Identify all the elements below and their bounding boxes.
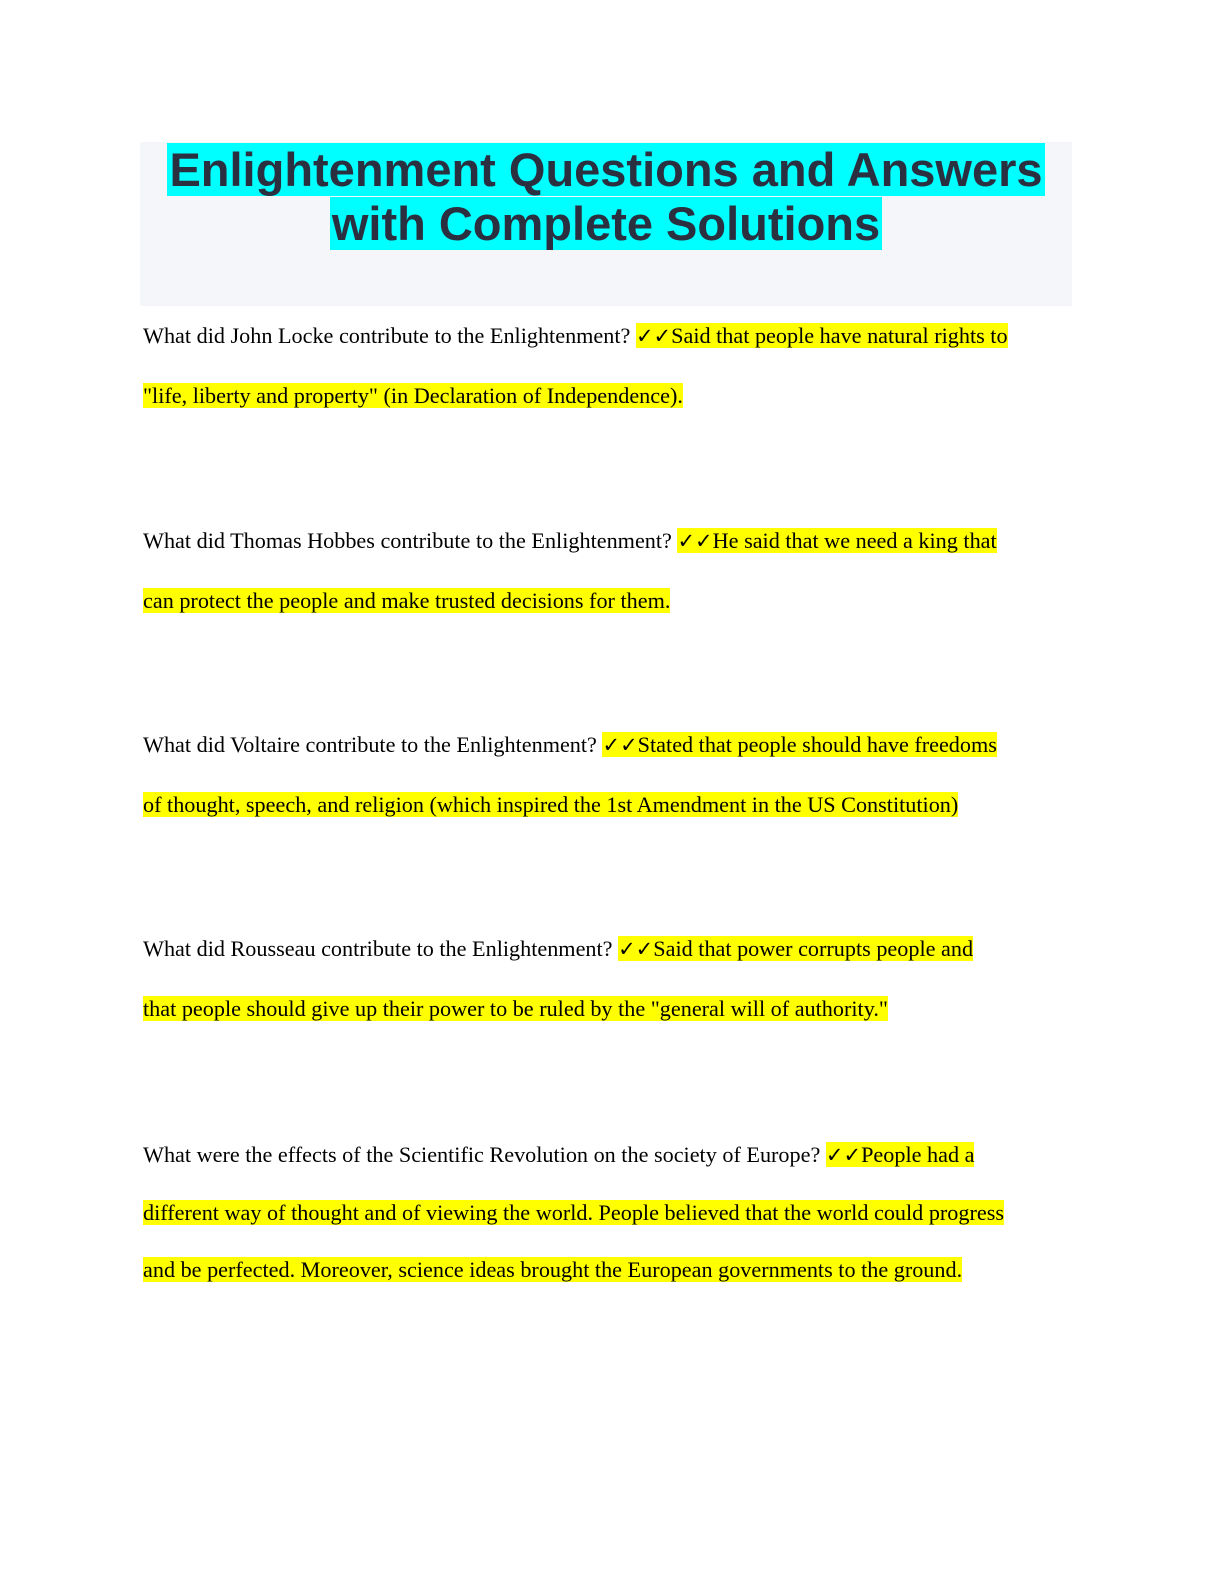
qa-line <box>143 979 1078 1038</box>
check-mark-icon: ✓✓ <box>825 1143 862 1167</box>
answer-text: He said that we need a king that <box>712 528 997 553</box>
qa-item-hobbes <box>143 511 1078 630</box>
qa-line <box>143 919 1078 979</box>
question-text: What did Thomas Hobbes contribute to the Enlightenment? <box>143 528 678 553</box>
qa-line <box>143 1184 1078 1241</box>
question-text: What did John Locke contribute to the Enlightenment? <box>143 323 636 348</box>
qa-item-locke <box>143 306 1078 425</box>
answer-text: Said that people have natural rights to <box>671 323 1008 348</box>
qa-item-voltaire <box>143 715 1078 834</box>
answer-text: "life, liberty and property" (in Declaration of Independence). <box>143 383 683 408</box>
title-line-1: Enlightenment Questions and Answers <box>169 143 1043 196</box>
answer-text: of thought, speech, and religion (which inspired the 1st Amendment in the US Constitution) <box>143 792 959 817</box>
check-mark-icon: ✓✓ <box>602 733 638 757</box>
qa-line <box>143 511 1078 571</box>
check-mark-icon: ✓✓ <box>618 937 654 961</box>
qa-line <box>143 775 1078 834</box>
answer-text: different way of thought and of viewing the world. People believed that the world could progress <box>143 1200 1004 1225</box>
qa-line <box>143 366 1078 425</box>
page-title <box>140 143 1072 251</box>
qa-line <box>143 306 1078 366</box>
answer-text: and be perfected. Moreover, science ideas brought the European governments to the ground. <box>143 1257 963 1282</box>
qa-line <box>143 715 1078 775</box>
check-mark-icon: ✓✓ <box>677 529 713 553</box>
answer-text: that people should give up their power to be ruled by the "general will of authority." <box>143 996 888 1021</box>
question-text: What did Rousseau contribute to the Enlightenment? <box>143 936 619 961</box>
answer-text: People had a <box>861 1142 975 1167</box>
question-text: What did Voltaire contribute to the Enlightenment? <box>143 732 603 757</box>
answer-text: can protect the people and make trusted decisions for them. <box>143 588 671 613</box>
qa-item-rousseau <box>143 919 1078 1038</box>
qa-line <box>143 1126 1078 1184</box>
check-mark-icon: ✓✓ <box>635 324 672 348</box>
qa-line <box>143 571 1078 630</box>
answer-text: Stated that people should have freedoms <box>637 732 997 757</box>
title-line-2: with Complete Solutions <box>331 197 881 250</box>
qa-line <box>143 1241 1078 1298</box>
answer-text: Said that power corrupts people and <box>653 936 974 961</box>
question-text: What were the effects of the Scientific Revolution on the society of Europe? <box>143 1142 826 1167</box>
qa-item-scientific-revolution <box>143 1126 1078 1298</box>
